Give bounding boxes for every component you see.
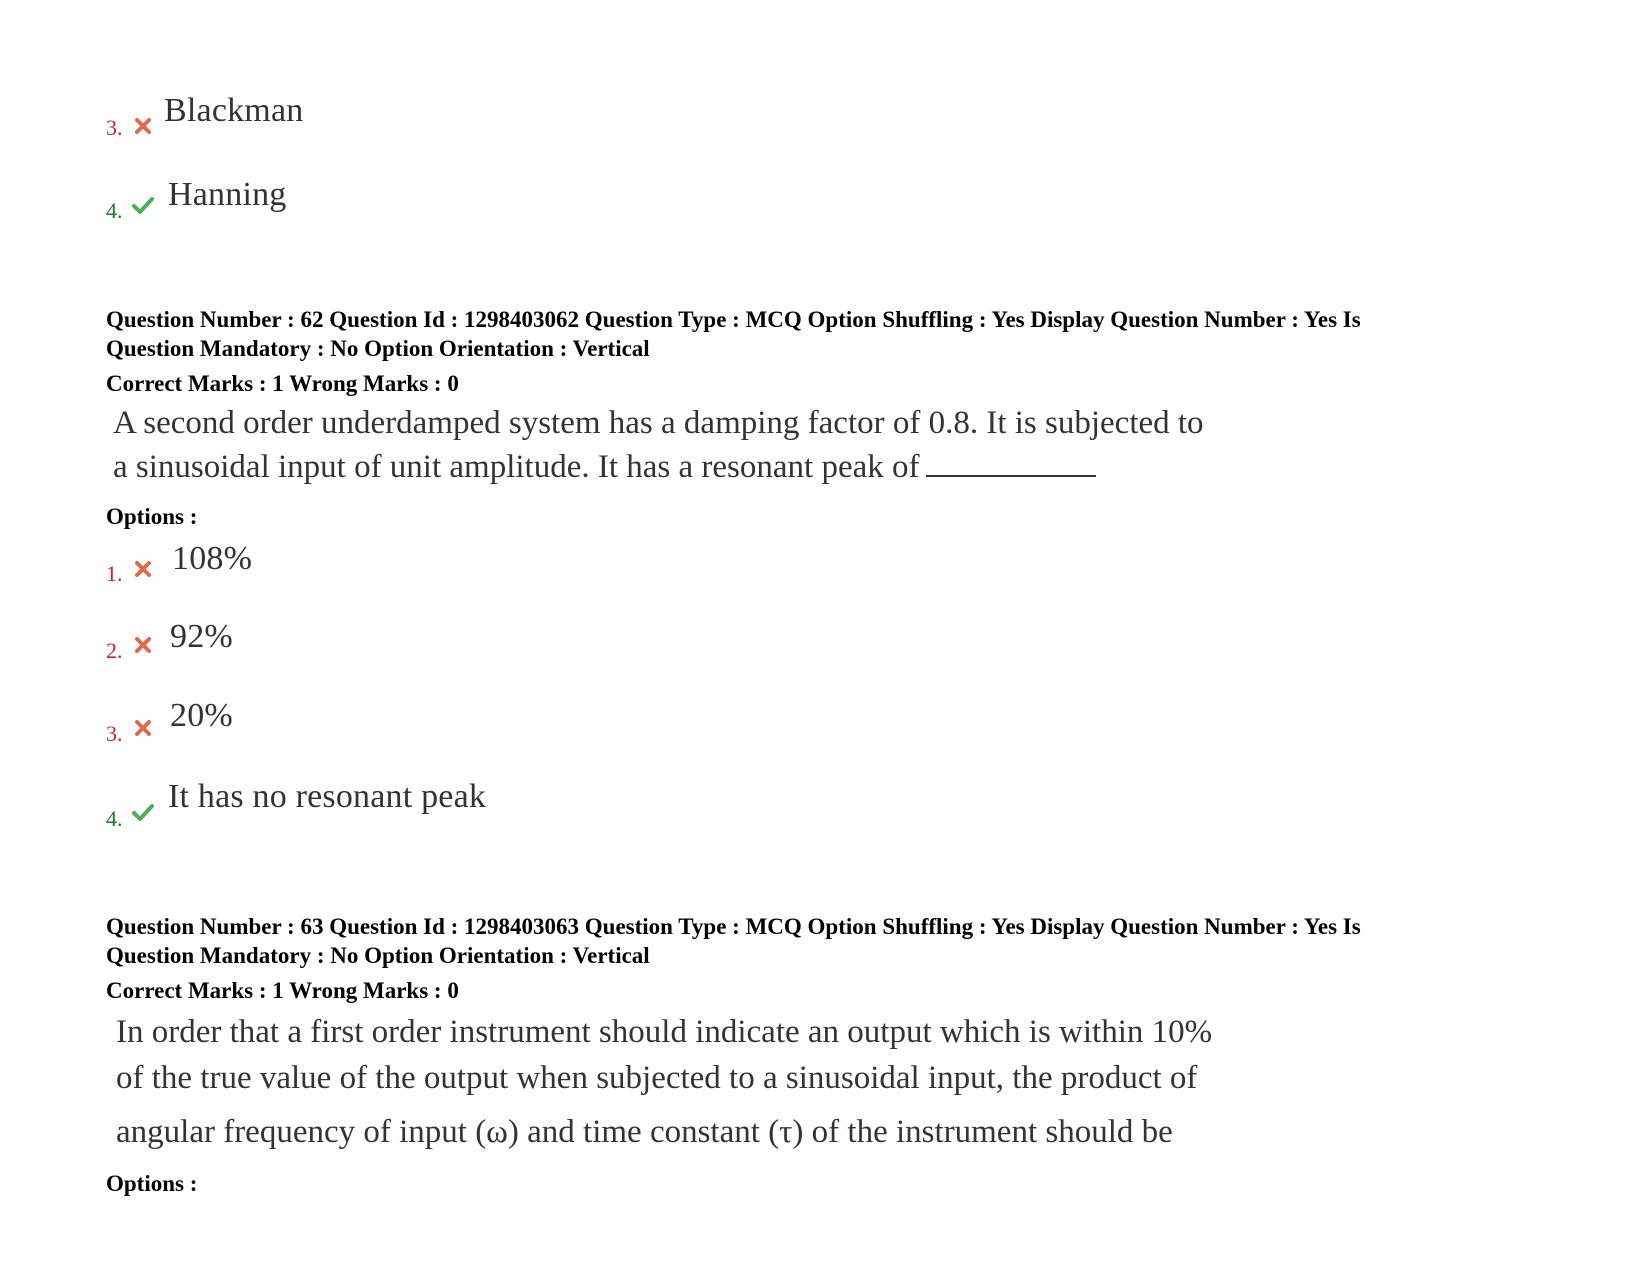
question-meta-line: Question Number : 62 Question Id : 1298403062 Question Type : MCQ Option Shuffling : Yes Display Question Number : Yes Is (106, 307, 1361, 332)
option-text: 20% (170, 697, 233, 734)
question-meta (106, 912, 1546, 970)
question-meta-line: Question Mandatory : No Option Orientation : Vertical (106, 336, 650, 361)
option-number: 4. (106, 198, 123, 223)
option-number: 2. (106, 638, 123, 663)
question-text-line: angular frequency of input (ω) and time constant (τ) of the instrument should be (116, 1114, 1173, 1150)
question-text-line: A second order underdamped system has a damping factor of 0.8. It is subjected to (113, 405, 1204, 441)
cross-icon (132, 634, 154, 656)
cross-icon (132, 717, 154, 739)
option-number: 3. (106, 115, 123, 140)
option-text: Blackman (164, 92, 304, 129)
cross-icon (132, 115, 154, 137)
option-number: 4. (106, 806, 123, 831)
question-text: a sinusoidal input of unit amplitude. It has a resonant peak of (113, 449, 920, 485)
question-meta-line: Question Number : 63 Question Id : 1298403063 Question Type : MCQ Option Shuffling : Yes Display Question Number : Yes Is (106, 914, 1361, 939)
option-text: Hanning (168, 176, 287, 213)
question-text-line (113, 449, 1096, 486)
question-text-line: In order that a first order instrument should indicate an output which is within 10% (116, 1014, 1213, 1050)
check-icon (132, 194, 154, 216)
question-meta (106, 305, 1546, 363)
option-text: It has no resonant peak (168, 778, 487, 815)
cross-icon (132, 558, 154, 580)
check-icon (132, 801, 154, 823)
option-text: 108% (172, 540, 253, 577)
question-text-line: of the true value of the output when subjected to a sinusoidal input, the product of (116, 1060, 1198, 1096)
option-text: 92% (170, 618, 233, 655)
option-number: 3. (106, 721, 123, 746)
question-meta-line: Question Mandatory : No Option Orientation : Vertical (106, 943, 650, 968)
marks-line: Correct Marks : 1 Wrong Marks : 0 (106, 978, 459, 1003)
option-number: 1. (106, 561, 123, 586)
options-label: Options : (106, 504, 198, 529)
answer-blank (926, 449, 1096, 477)
marks-line: Correct Marks : 1 Wrong Marks : 0 (106, 371, 459, 396)
options-label: Options : (106, 1171, 198, 1196)
